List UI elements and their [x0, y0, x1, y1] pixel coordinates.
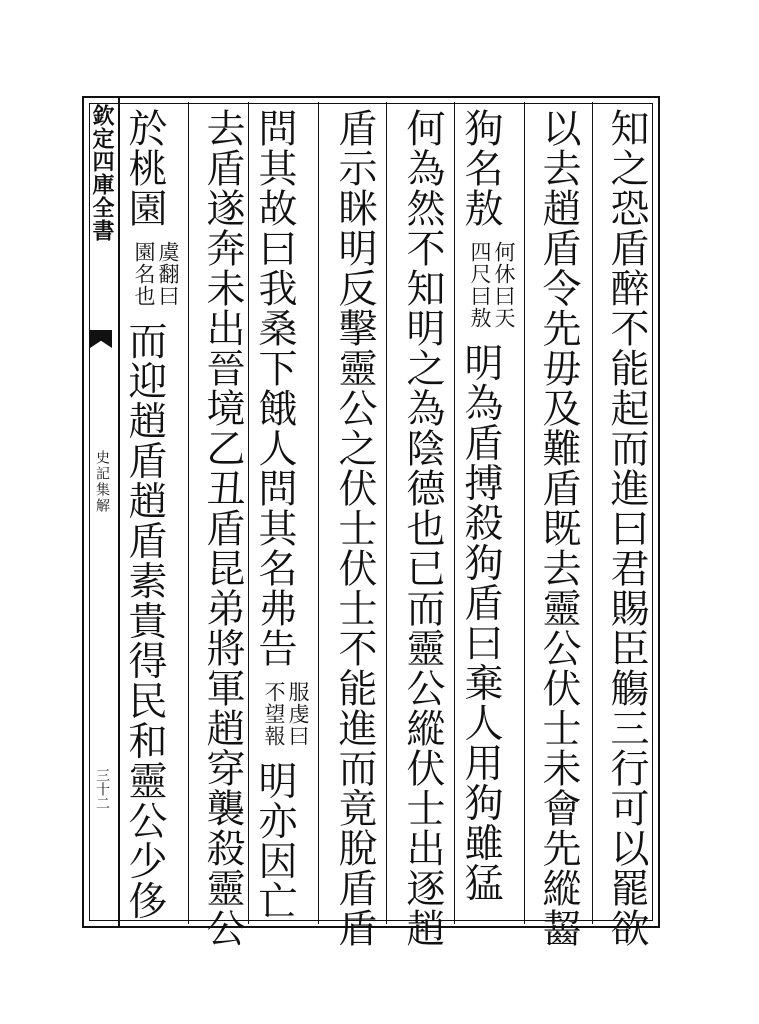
column-rule [318, 102, 319, 924]
annotation-line: 園名也 [132, 241, 156, 308]
column-3-text-a: 狗名敖 [458, 108, 503, 228]
column-1-text: 知之恐盾醉不能起而進曰君賜臣觴三行可以罷欲 [604, 108, 649, 948]
column-6-annotation [262, 681, 310, 747]
column-8-annotation [132, 241, 180, 307]
column-6-text-b: 明亦因亡 [252, 760, 297, 921]
column-4-text: 何為然不知明之為陰德也已而靈公縱伏士出逐趙 [400, 108, 445, 948]
column-3-text-b: 明為盾搏殺狗盾曰棄人用狗雖猛 [458, 342, 503, 903]
text-column-6 [252, 108, 310, 921]
text-column-4 [396, 108, 448, 948]
text-column-5 [328, 108, 380, 948]
column-2-text: 以去趙盾令先毋及難盾既去靈公伏士未會先縱齧 [536, 108, 581, 948]
column-7-text: 去盾遂奔未出晉境乙丑盾昆弟將軍趙穿襲殺靈公 [200, 108, 245, 948]
text-column-8 [122, 108, 180, 921]
column-rule [524, 102, 525, 924]
column-rule [592, 102, 593, 924]
annotation-line: 何休曰天 [492, 241, 516, 330]
text-column-3 [458, 108, 516, 918]
text-column-1 [600, 108, 652, 948]
annotation-line: 四尺曰敖 [468, 241, 492, 330]
margin-title: 欽定四庫全書 [89, 104, 115, 242]
column-rule [188, 102, 189, 924]
text-column-2 [532, 108, 584, 948]
annotation-line: 虞翻曰 [156, 241, 180, 308]
column-3-annotation [468, 241, 516, 329]
column-5-text: 盾示眯明反擊靈公之伏士伏士不能進而竟脫盾盾 [332, 108, 377, 948]
annotation-line: 服虔曰 [286, 681, 310, 748]
text-column-7 [196, 108, 248, 948]
column-6-text-a: 問其故曰我桑下餓人問其名弗告 [252, 108, 297, 668]
annotation-line: 不望報 [262, 681, 286, 748]
margin-page-number: 三十二 [94, 768, 110, 810]
column-rule [386, 102, 387, 924]
column-8-text-b: 而迎趙盾趙盾素貴得民和靈公少侈 [122, 320, 167, 921]
column-8-text-a: 於桃園 [122, 108, 167, 228]
margin-book-title: 史記集解 [94, 450, 110, 514]
